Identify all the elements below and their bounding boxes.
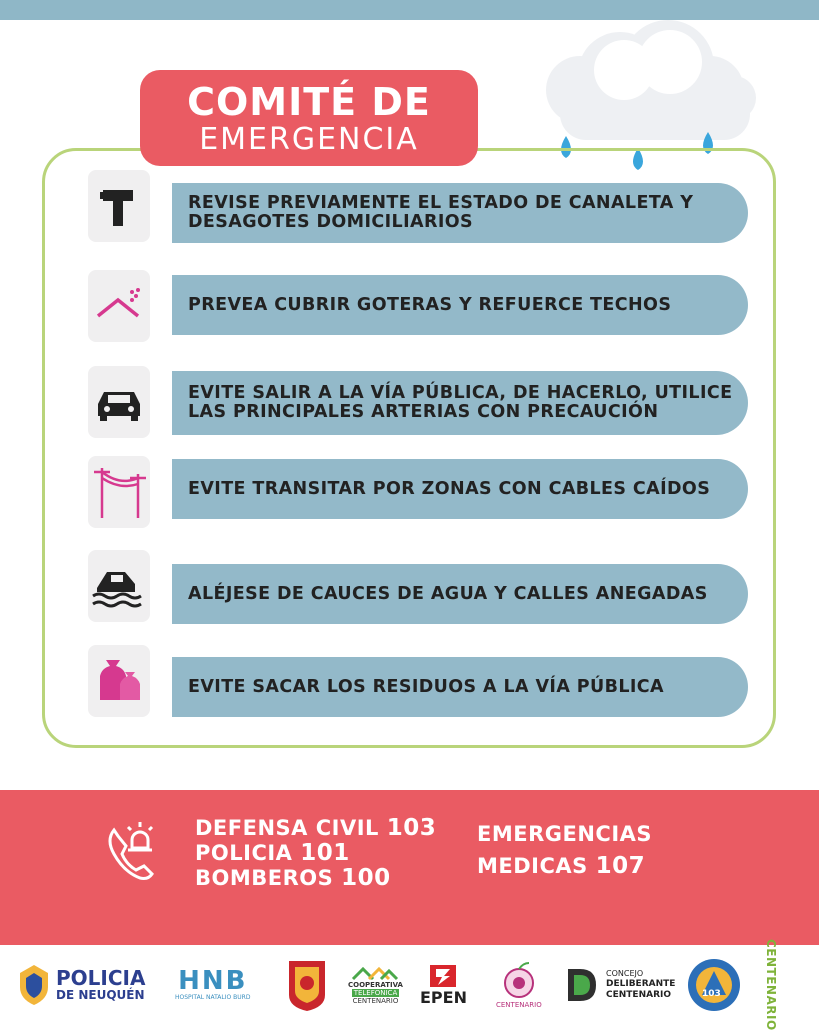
contacts-right: [477, 818, 652, 882]
garbage-bags-icon: [94, 656, 144, 706]
tip-3-text: EVITE SALIR A LA VÍA PÚBLICA, DE HACERLO, UTILICE LAS PRINCIPALES ARTERIAS CON PRECAUCIÓN: [172, 371, 748, 435]
phone-alarm-icon: [104, 816, 164, 882]
logo-text: CENTENARIO: [764, 938, 778, 1030]
tip-4-icon-box: [88, 456, 150, 528]
contact-number: 107: [595, 853, 646, 879]
tip-5-icon-box: [88, 550, 150, 622]
logo-defensa-civil: [686, 945, 742, 1024]
title-line-2: EMERGENCIA: [199, 122, 419, 157]
logo-text: HOSPITAL NATALIO BURD: [175, 994, 251, 1001]
logo-text: CENTENARIO: [606, 990, 671, 1000]
contact-label: MEDICAS: [477, 854, 596, 878]
logo-bomberos: [285, 945, 329, 1024]
tip-1-text: REVISE PREVIAMENTE EL ESTADO DE CANALETA Y DESAGOTES DOMICILIARIOS: [172, 183, 748, 243]
tip-6-icon-box: [88, 645, 150, 717]
contact-bomberos: [195, 866, 436, 891]
contact-label: POLICIA: [195, 841, 301, 865]
contact-emergencias: EMERGENCIAS: [477, 822, 653, 846]
logo-text: 103: [702, 989, 721, 999]
tip-2-icon-box: [88, 270, 150, 342]
logo-text: COOPERATIVA: [348, 980, 403, 989]
logo-concejo: [566, 945, 675, 1024]
logo-text: EPEN: [420, 987, 467, 1007]
epen-mark-icon: [428, 963, 458, 989]
tip-2-text: PREVEA CUBRIR GOTERAS Y REFUERCE TECHOS: [172, 275, 748, 335]
title-line-1: COMITÉ DE: [187, 80, 431, 124]
tip-3-icon-box: [88, 366, 150, 438]
logo-text: CONCEJO: [606, 969, 644, 978]
logo-text: POLICIA: [56, 965, 146, 990]
roof-leak-icon: [94, 286, 144, 326]
contact-policia: [195, 841, 436, 866]
police-shield-icon: [16, 963, 52, 1007]
hammer-icon: [99, 182, 139, 230]
coop-roofs-icon: [351, 965, 399, 981]
contact-number: 100: [341, 865, 391, 891]
tip-6-text: EVITE SACAR LOS RESIDUOS A LA VÍA PÚBLICA: [172, 657, 748, 717]
tip-4-text: EVITE TRANSITAR POR ZONAS CON CABLES CAÍDOS: [172, 459, 748, 519]
contact-number: 101: [300, 840, 350, 866]
defensa-civil-seal-icon: [686, 957, 742, 1013]
car-icon: [94, 382, 144, 422]
logo-text: CENTENARIO: [352, 996, 399, 1005]
tip-5-text: ALÉJESE DE CAUCES DE AGUA Y CALLES ANEGADAS: [172, 564, 748, 624]
logo-cooperativa: [348, 945, 403, 1024]
contact-defensa-civil: [195, 816, 436, 841]
logo-policia-neuquen: [16, 945, 145, 1024]
logo-centenario: [764, 938, 778, 1030]
firefighter-badge-icon: [285, 957, 329, 1013]
sponsor-logos: [0, 938, 819, 1030]
contact-label: BOMBEROS: [195, 866, 342, 890]
page-title: [140, 70, 478, 166]
logo-text: TELEFONICA: [353, 988, 398, 997]
tip-1-icon-box: [88, 170, 150, 242]
logo-hnb: [175, 945, 250, 1024]
logo-municipio: [496, 945, 542, 1024]
logo-text: CENTENARIO: [496, 1000, 542, 1009]
top-bar: [0, 0, 819, 20]
contact-medicas: [477, 850, 652, 882]
flooded-car-icon: [91, 562, 147, 610]
logo-epen: [420, 945, 467, 1024]
concejo-mark-icon: [566, 965, 602, 1005]
logo-text: DELIBERANTE: [606, 979, 676, 989]
apple-emblem-icon: [499, 961, 539, 1001]
power-cables-icon: [92, 464, 146, 520]
contact-number: 103: [386, 815, 437, 841]
contacts-left: [195, 816, 436, 891]
logo-text: DE NEUQUÉN: [56, 987, 145, 1002]
contact-label: DEFENSA CIVIL: [195, 816, 387, 840]
logo-text: HNB: [178, 966, 248, 996]
